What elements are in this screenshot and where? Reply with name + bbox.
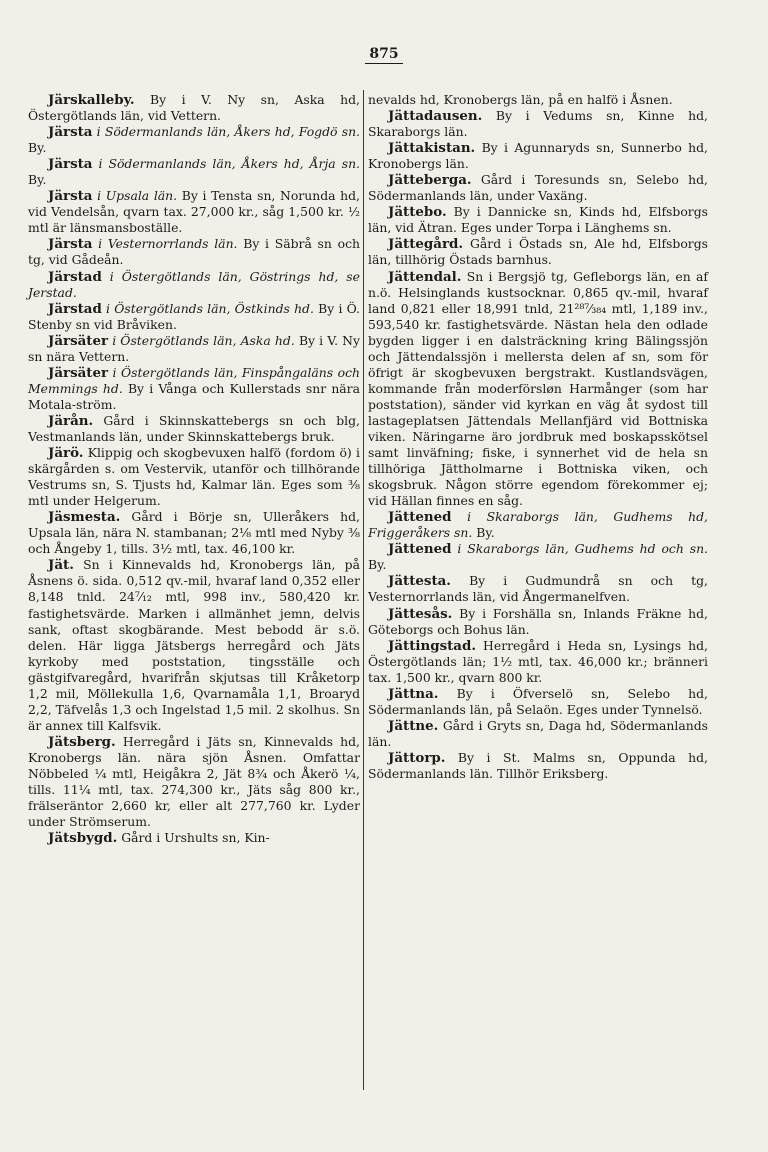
dictionary-entry [28, 188, 360, 236]
entry-text: By i Agunnaryds sn, Sunnerbo hd, Kronobergs län. [368, 140, 708, 172]
dictionary-entry [28, 333, 360, 365]
entry-text: By. [28, 172, 47, 188]
dictionary-entry [28, 413, 360, 445]
dictionary-entry [28, 734, 360, 830]
dictionary-entry [368, 750, 708, 782]
entry-text: Herregård i Heda sn, Lysings hd, Östergötlands län; 1½ mtl, tax. 46,000 kr.; bränneri tax. 1,500 kr., qvarn 800 kr. [368, 637, 708, 685]
entry-headword: Järsäter [48, 364, 109, 381]
dictionary-entry [28, 509, 360, 557]
page-number-text: 875 [365, 46, 402, 64]
entry-text: By. [28, 140, 47, 156]
entry-text: Klippig och skogbevuxen halfö (fordom ö) i skärgården s. om Vestervik, utanför och tillhörande Vestrums sn, S. Tjusts hd, Kalmar län. Eges som ⅜ mtl under Helgerum. [28, 445, 360, 509]
entry-text: By i V. Ny sn nära Vettern. [28, 332, 360, 364]
entry-text: Gård i Skinnskattebergs sn och blg, Vestmanlands län, under Skinnskattebergs bruk. [28, 412, 360, 444]
entry-italic-note: i Skaraborgs län, Gudhems hd och sn. [451, 541, 708, 557]
entry-text: Sn i Bergsjö tg, Gefleborgs län, en af n.ö. Helsinglands kustsocknar. 0,865 qv.-mil, hvaraf land 0,821 eller 18,991 tnld, 21²⁸⁷⁄₃₈₄ mtl, 1,189 inv., 593,540 kr. fastighetsvärde. Nästan hela den odlade bygden ligger i en dalsträckning kring Bälingssjön och Jättendalssjön i mellersta delen af sn, som för öfrigt är skogbevuxen bergstrakt. Kustlandsvägen, kommande från moderförsløn Harmånger (som har poststation), sänder vid kyrkan en väg åt sydost till lastageplatsen Jättendals Mellanfjärd vid Bottniska viken. Näringarne äro jordbruk med boskapsskötsel samt linväfning; fiske, i synnerhet vid de hela sn tillhöriga Jättholmarne i Bottniska viken, och skogsbruk. Någon större egendom förekommer ej; vid Hällan finnes en såg. [368, 268, 708, 509]
entry-headword: Jättna. [388, 685, 439, 702]
entry-text: By. [472, 525, 495, 541]
entry-italic-note: i Östergötlands län, Aska hd. [108, 332, 295, 348]
entry-text: By i Gudmundrå sn och tg, Vesternorrlands län, vid Ångermanelfven. [368, 573, 708, 605]
entry-text: By i Tensta sn, Norunda hd, vid Vendelsån, qvarn tax. 27,000 kr., såg 1,500 kr. ½ mtl är länsmansboställe. [28, 188, 360, 236]
dictionary-entry [368, 573, 708, 605]
dictionary-entry [28, 365, 360, 413]
entry-text: By i St. Malms sn, Oppunda hd, Södermanlands län. Tillhör Eriksberg. [368, 749, 708, 781]
entry-text: nevalds hd, Kronobergs län, på en halfö i Åsnen. [368, 92, 673, 107]
dictionary-entry [368, 172, 708, 204]
entry-italic-note: i Östergötlands län, Östkinds hd. [101, 300, 314, 316]
entry-text: By i Vedums sn, Kinne hd, Skaraborgs län. [368, 108, 708, 140]
entry-headword: Jättne. [388, 717, 439, 734]
entry-italic-note: i Östergötlands län, Göstrings hd, se Jerstad. [28, 268, 360, 300]
entry-text: By i Säbrå sn och tg, vid Gådeån. [28, 236, 360, 268]
entry-text: By i Vånga och Kullerstads snr nära Motala-ström. [28, 380, 360, 412]
dictionary-entry [368, 236, 708, 268]
entry-headword: Jättened [388, 509, 452, 526]
entry-text: Gård i Östads sn, Ale hd, Elfsborgs län, tillhörig Östads barnhus. [368, 236, 708, 268]
dictionary-entry [28, 445, 360, 509]
entry-headword: Jättesås. [388, 605, 453, 622]
entry-headword: Järstad [48, 268, 102, 285]
entry-italic-note: i Östergötlands län, Finspångaläns och Memmings hd. [28, 364, 360, 396]
entry-text: Gård i Börje sn, Ulleråkers hd, Upsala län, nära N. stambanan; 2⅛ mtl med Nyby ⅜ och Ångeby 1, tills. 3½ mtl, tax. 46,100 kr. [28, 509, 360, 557]
entry-headword: Järsta [48, 236, 93, 253]
entry-headword: Jätsbygd. [48, 830, 118, 847]
entry-headword: Järö. [48, 445, 84, 462]
page-number [0, 46, 768, 62]
dictionary-entry [28, 301, 360, 333]
entry-italic-note: i Södermanlands län, Åkers hd, Årja sn. [92, 156, 360, 172]
entry-text: By i Forshälla sn, Inlands Fräkne hd, Göteborgs och Bohus län. [368, 605, 708, 637]
dictionary-entry [28, 269, 360, 301]
entry-text: By. [368, 557, 387, 573]
entry-italic-note: i Vesternorrlands län. [92, 236, 238, 252]
entry-headword: Jäsmesta. [48, 509, 121, 526]
entry-headword: Järsta [48, 188, 93, 205]
entry-text: Gård i Urshults sn, Kin- [117, 830, 270, 846]
column-divider [363, 90, 364, 1090]
dictionary-entry [368, 140, 708, 172]
dictionary-entry [368, 686, 708, 718]
entry-text: Herregård i Jäts sn, Kinnevalds hd, Kronobergs län. nära sjön Åsnen. Omfattar Nöbbeled ¼ mtl, Heigåkra 2, Jät 8¾ och Åkerö ¼, tills. 11¼ mtl, tax. 274,300 kr., Jäts såg 800 kr., frälseräntor 2,660 kr, eller alt 277,760 kr. Lyder under Strömserum. [28, 733, 360, 830]
entry-text: By i Dannicke sn, Kinds hd, Elfsborgs län, vid Ätran. Eges under Torpa i Länghems sn. [368, 204, 708, 236]
entry-headword: Järskalleby. [48, 92, 135, 108]
left-column [28, 92, 360, 846]
dictionary-entry [28, 236, 360, 268]
entry-text: Gård i Gryts sn, Daga hd, Södermanlands län. [368, 717, 708, 749]
entry-headword: Jättebo. [388, 204, 447, 221]
entry-headword: Jättorp. [388, 749, 446, 766]
entry-text: By i Ö. Stenby sn vid Bråviken. [28, 300, 360, 332]
dictionary-entry [368, 718, 708, 750]
dictionary-entry [28, 124, 360, 156]
dictionary-entry [368, 269, 708, 510]
entry-headword: Jätteberga. [388, 172, 472, 189]
entry-headword: Järsta [48, 124, 93, 141]
entry-headword: Jät. [48, 557, 74, 574]
dictionary-entry [28, 156, 360, 188]
entry-text: Gård i Toresunds sn, Selebo hd, Södermanlands län, under Vaxäng. [368, 172, 708, 204]
entry-italic-note: i Upsala län. [92, 188, 178, 204]
entry-headword: Järsta [48, 156, 93, 173]
entry-headword: Jättakistan. [388, 140, 476, 157]
dictionary-entry [368, 541, 708, 573]
dictionary-entry [28, 830, 360, 846]
dictionary-entry [368, 204, 708, 236]
entry-text: By i V. Ny sn, Aska hd, Östergötlands län, vid Vettern. [28, 92, 360, 124]
entry-headword: Jättadausen. [388, 108, 483, 125]
entry-text: By i Öfverselö sn, Selebo hd, Södermanlands län, på Selaön. Eges under Tynnelsö. [368, 685, 708, 717]
entry-headword: Järstad [48, 300, 102, 317]
dictionary-entry [368, 108, 708, 140]
entry-headword: Jättingstad. [388, 637, 476, 654]
right-column [368, 92, 708, 782]
dictionary-entry [368, 638, 708, 686]
entry-headword: Järsäter [48, 332, 109, 349]
entry-headword: Jättened [388, 541, 452, 558]
dictionary-entry [368, 92, 708, 108]
entry-italic-note: i Skaraborgs län, Gudhems hd, Friggeråkers sn. [368, 509, 708, 541]
dictionary-entry [28, 557, 360, 734]
entry-headword: Jättendal. [388, 268, 462, 285]
entry-headword: Jättegård. [388, 236, 464, 253]
entry-text: Sn i Kinnevalds hd, Kronobergs län, på Åsnens ö. sida. 0,512 qv.-mil, hvaraf land 0,352 eller 8,148 tnld. 24⁷⁄₁₂ mtl, 998 inv., 580,420 kr. fastighetsvärde. Marken i allmänhet jemn, delvis sank, oftast skogbärande. Mest bebodd är s.ö. delen. Här ligga Jätsbergs herregård och Jäts kyrkoby med poststation, tingsställe och gästgifvaregård, hvarifrån skjutsas till Kråketorp 1,2 mil, Möllekulla 1,6, Qvarnamåla 1,1, Broaryd 2,2, Täfvelås 1,3 och Ingelstad 1,5 mil. 2 skolhus. Sn är annex till Kalfsvik. [28, 557, 360, 733]
dictionary-entry [368, 509, 708, 541]
dictionary-entry [28, 92, 360, 124]
dictionary-entry [368, 606, 708, 638]
entry-headword: Jätsberg. [48, 733, 116, 750]
entry-italic-note: i Södermanlands län, Åkers hd, Fogdö sn. [92, 124, 360, 140]
entry-headword: Järån. [48, 412, 94, 429]
entry-headword: Jättesta. [388, 573, 451, 590]
